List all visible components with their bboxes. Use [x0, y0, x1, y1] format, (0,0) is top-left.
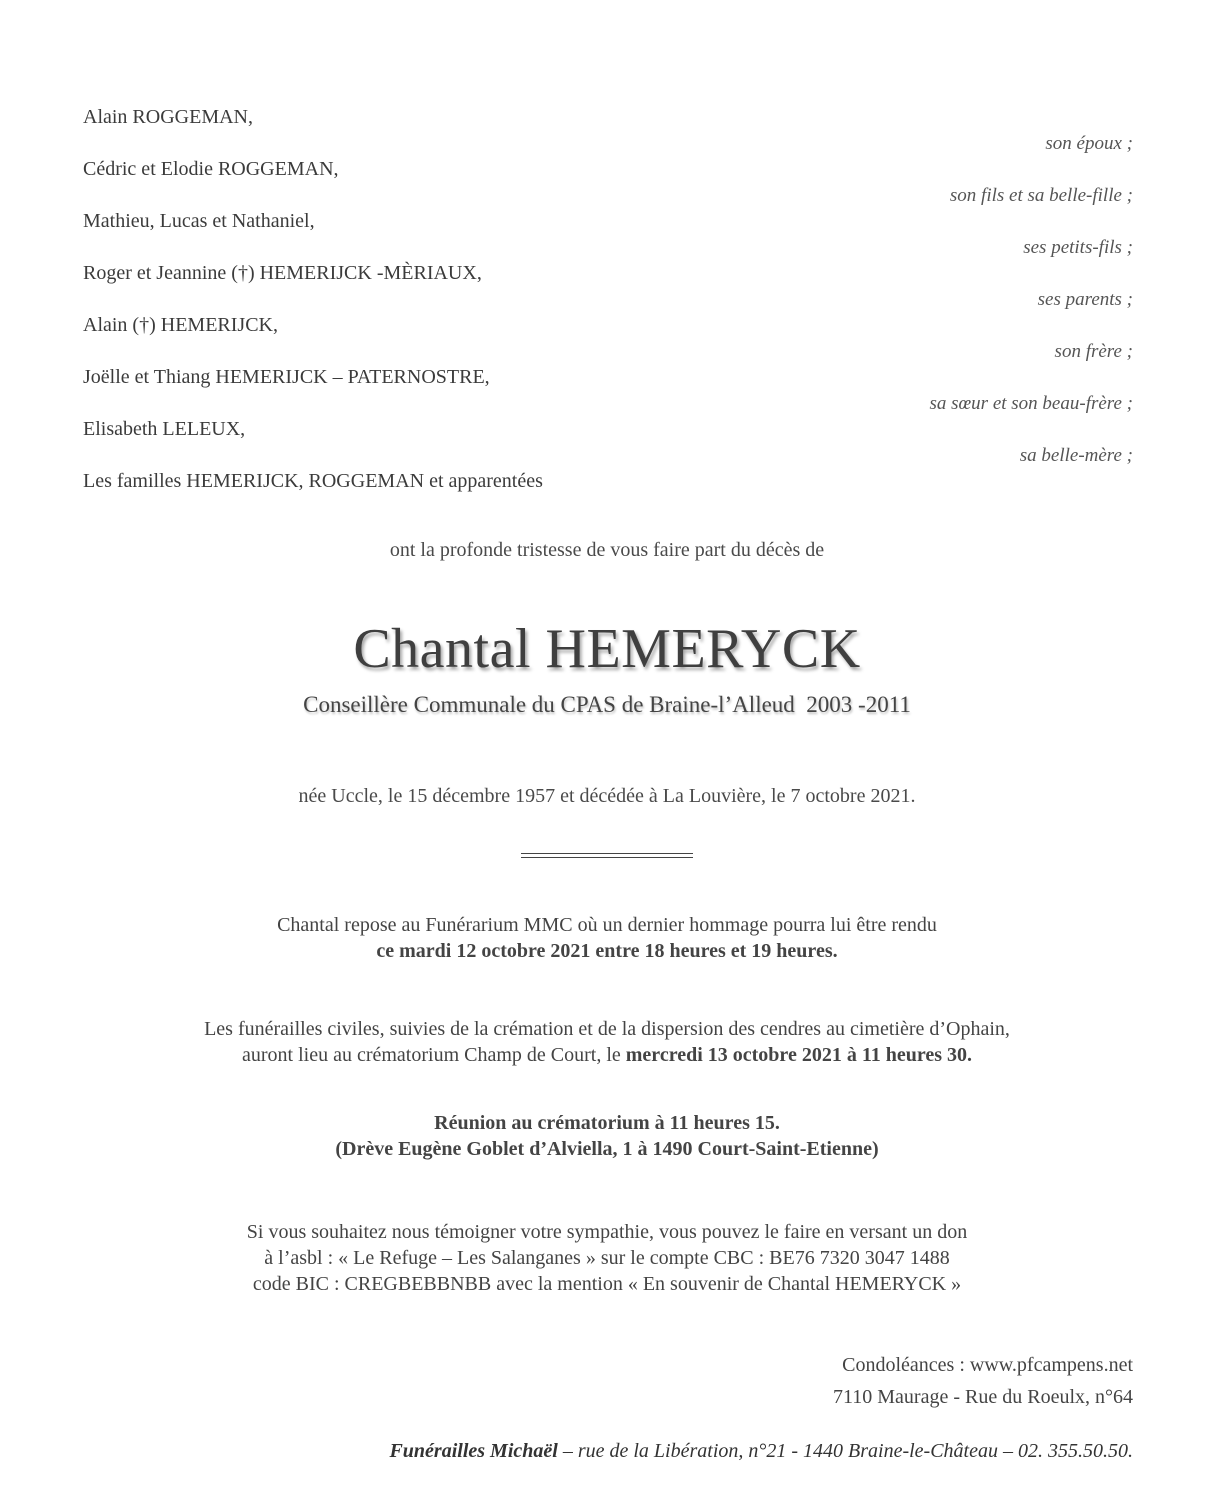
viewing-info	[0, 912, 1214, 964]
meeting-info	[0, 1110, 1214, 1162]
funeral-datetime: mercredi 13 octobre 2021 à 11 heures 30.	[625, 1044, 973, 1066]
funeral-info	[0, 1016, 1214, 1068]
family-relation: ses parents ;	[1037, 289, 1133, 310]
family-member-name: Alain ROGGEMAN,	[83, 106, 253, 128]
donation-info	[0, 1219, 1214, 1297]
family-member-name: Les familles HEMERIJCK, ROGGEMAN et apparentées	[83, 470, 543, 492]
funeral-location: auront lieu au crématorium Champ de Court, le	[241, 1044, 626, 1066]
family-relation: sa belle-mère ;	[1019, 445, 1133, 466]
deceased-name: Chantal HEMERYCK	[353, 618, 861, 680]
family-member-name: Alain (†) HEMERIJCK,	[83, 314, 278, 336]
family-row	[83, 204, 1133, 256]
donation-account: à l’asbl : « Le Refuge – Les Salanganes » sur le compte CBC : BE76 7320 3047 1488	[264, 1247, 950, 1269]
family-row	[83, 464, 1133, 516]
announcement-intro: ont la profonde tristesse de vous faire part du décès de	[389, 539, 825, 561]
contact-info	[833, 1349, 1133, 1413]
family-row	[83, 152, 1133, 204]
family-relation: son fils et sa belle-fille ;	[949, 185, 1133, 206]
family-row	[83, 308, 1133, 360]
family-member-name: Cédric et Elodie ROGGEMAN,	[83, 158, 339, 180]
family-relation: ses petits-fils ;	[1023, 237, 1133, 258]
double-rule-divider	[521, 853, 693, 859]
donation-mention: code BIC : CREGBEBBNBB avec la mention « En souvenir de Chantal HEMERYCK »	[252, 1273, 962, 1295]
family-relation: son frère ;	[1054, 341, 1133, 362]
family-relation: sa sœur et son beau-frère ;	[929, 393, 1133, 414]
family-row	[83, 100, 1133, 152]
viewing-line: Chantal repose au Funérarium MMC où un dernier hommage pourra lui être rendu	[277, 914, 937, 936]
funeral-line	[0, 1042, 1214, 1068]
deceased-function: Conseillère Communale du CPAS de Braine-l’Alleud 2003 -2011	[303, 692, 911, 717]
funeral-company-details: – rue de la Libération, n°21 - 1440 Braine-le-Château – 02. 355.50.50.	[557, 1440, 1133, 1462]
donation-line: Si vous souhaitez nous témoigner votre sympathie, vous pouvez le faire en versant un don	[246, 1221, 968, 1243]
condolences-link[interactable]: Condoléances : www.pfcampens.net	[842, 1354, 1133, 1376]
meeting-address: (Drève Eugène Goblet d’Alviella, 1 à 1490 Court-Saint-Etienne)	[335, 1138, 879, 1160]
family-row	[83, 256, 1133, 308]
meeting-time: Réunion au crématorium à 11 heures 15.	[434, 1112, 780, 1134]
family-row	[83, 412, 1133, 464]
family-member-name: Mathieu, Lucas et Nathaniel,	[83, 210, 315, 232]
funeral-line: Les funérailles civiles, suivies de la crémation et de la dispersion des cendres au cimetière d’Ophain,	[204, 1018, 1010, 1040]
family-member-name: Roger et Jeannine (†) HEMERIJCK -MÈRIAUX,	[83, 262, 482, 284]
family-relation: son époux ;	[1045, 133, 1133, 154]
family-member-name: Joëlle et Thiang HEMERIJCK – PATERNOSTRE,	[83, 366, 490, 388]
viewing-datetime: ce mardi 12 octobre 2021 entre 18 heures et 19 heures.	[376, 940, 838, 962]
footer	[389, 1440, 1133, 1463]
family-member-name: Elisabeth LELEUX,	[83, 418, 246, 440]
birth-death-dates: née Uccle, le 15 décembre 1957 et décédée à La Louvière, le 7 octobre 2021.	[298, 785, 916, 807]
contact-address: 7110 Maurage - Rue du Roeulx, n°64	[833, 1386, 1133, 1408]
family-list	[83, 100, 1133, 516]
funeral-company: Funérailles Michaël	[389, 1440, 558, 1462]
family-row	[83, 360, 1133, 412]
